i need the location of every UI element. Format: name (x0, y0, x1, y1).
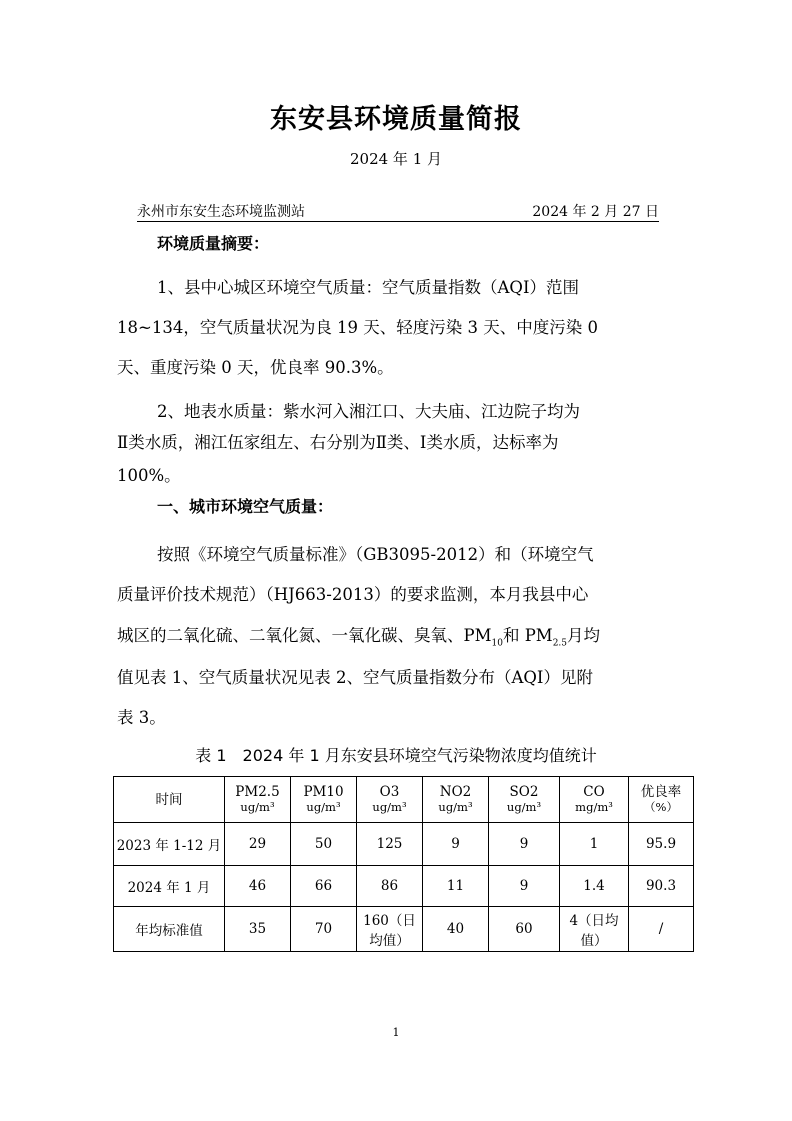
summary-air-line-3: 天、重度污染 0 天，优良率 90.3%。 (117, 358, 394, 377)
table-cell: 50 (291, 823, 357, 866)
summary-air-line-1: 1、县中心城区环境空气质量：空气质量指数（AQI）范围 (157, 278, 579, 297)
table-cell: 年均标准值 (114, 907, 225, 952)
table-cell: 9 (423, 823, 489, 866)
section-1-line-3 (117, 622, 600, 648)
table-row (114, 823, 694, 866)
table-cell: 46 (225, 866, 291, 907)
section-1-line-3-part-a: 城区的二氧化硫、二氧化氮、一氧化碳、臭氧、PM (117, 626, 492, 645)
table-cell: 66 (291, 866, 357, 907)
table-row (114, 866, 694, 907)
table-cell: 1 (560, 823, 629, 866)
table-cell: 125 (357, 823, 423, 866)
summary-water-line-3: 100%。 (117, 466, 181, 485)
table-cell: 9 (489, 823, 560, 866)
summary-air-line-2: 18~134，空气质量状况为良 19 天、轻度污染 3 天、中度污染 0 (117, 318, 599, 337)
summary-water-line-2: Ⅱ类水质，湘江伍家组左、右分别为Ⅱ类、Ⅰ类水质，达标率为 (117, 433, 559, 452)
table-cell: 11 (423, 866, 489, 907)
table-cell: / (629, 907, 694, 952)
table-cell: 60 (489, 907, 560, 952)
section-1-line-1: 按照《环境空气质量标准》（GB3095-2012）和（环境空气 (157, 545, 594, 564)
table-cell: 70 (291, 907, 357, 952)
header-cell: 优良率 （%） (629, 777, 694, 823)
section-1-heading: 一、城市环境空气质量： (157, 497, 334, 516)
header-cell: PM10 ug/m³ (291, 777, 357, 823)
report-title: 东安县环境质量简报 (270, 104, 522, 135)
section-1-line-3-part-b: 和 PM (502, 626, 553, 645)
table-cell: 40 (423, 907, 489, 952)
summary-water-line-1: 2、地表水质量：紫水河入湘江口、大夫庙、江边院子均为 (157, 402, 580, 421)
section-1-line-2: 质量评价技术规范）（HJ663-2013）的要求监测，本月我县中心 (117, 585, 589, 604)
issuer-line (137, 201, 659, 222)
section-1-line-3-part-c: 月均 (567, 626, 601, 645)
table-cell: 29 (225, 823, 291, 866)
section-1-line-4: 值见表 1、空气质量状况见表 2、空气质量指数分布（AQI）见附 (117, 668, 593, 687)
table-cell: 86 (357, 866, 423, 907)
pm25-subscript: 2.5 (552, 638, 568, 649)
table-cell: 95.9 (629, 823, 694, 866)
table-cell: 2024 年 1 月 (114, 866, 225, 907)
table-cell: 90.3 (629, 866, 694, 907)
pollutant-table (113, 776, 694, 952)
header-cell: 时间 (114, 777, 225, 823)
header-cell: SO2 ug/m³ (489, 777, 560, 823)
table-cell: 9 (489, 866, 560, 907)
page-number: 1 (392, 1026, 400, 1039)
section-1-line-5: 表 3。 (117, 708, 166, 727)
header-cell: CO mg/m³ (560, 777, 629, 823)
header-cell: O3 ug/m³ (357, 777, 423, 823)
report-period: 2024 年 1 月 (349, 150, 443, 168)
table-cell: 35 (225, 907, 291, 952)
table-cell: 160（日均值） (357, 907, 423, 952)
issuer-organization: 永州市东安生态环境监测站 (137, 204, 305, 220)
table-cell: 2023 年 1-12 月 (114, 823, 225, 866)
table-1-caption: 表 1 2024 年 1 月东安县环境空气污染物浓度均值统计 (195, 746, 597, 765)
pm10-subscript: 10 (491, 638, 503, 649)
issue-date: 2024 年 2 月 27 日 (532, 204, 659, 220)
table-cell: 4（日均值） (560, 907, 629, 952)
header-cell: PM2.5 ug/m³ (225, 777, 291, 823)
header-cell: NO2 ug/m³ (423, 777, 489, 823)
table-header-row (114, 777, 694, 823)
table-row (114, 907, 694, 952)
summary-heading: 环境质量摘要： (157, 234, 270, 253)
table-cell: 1.4 (560, 866, 629, 907)
